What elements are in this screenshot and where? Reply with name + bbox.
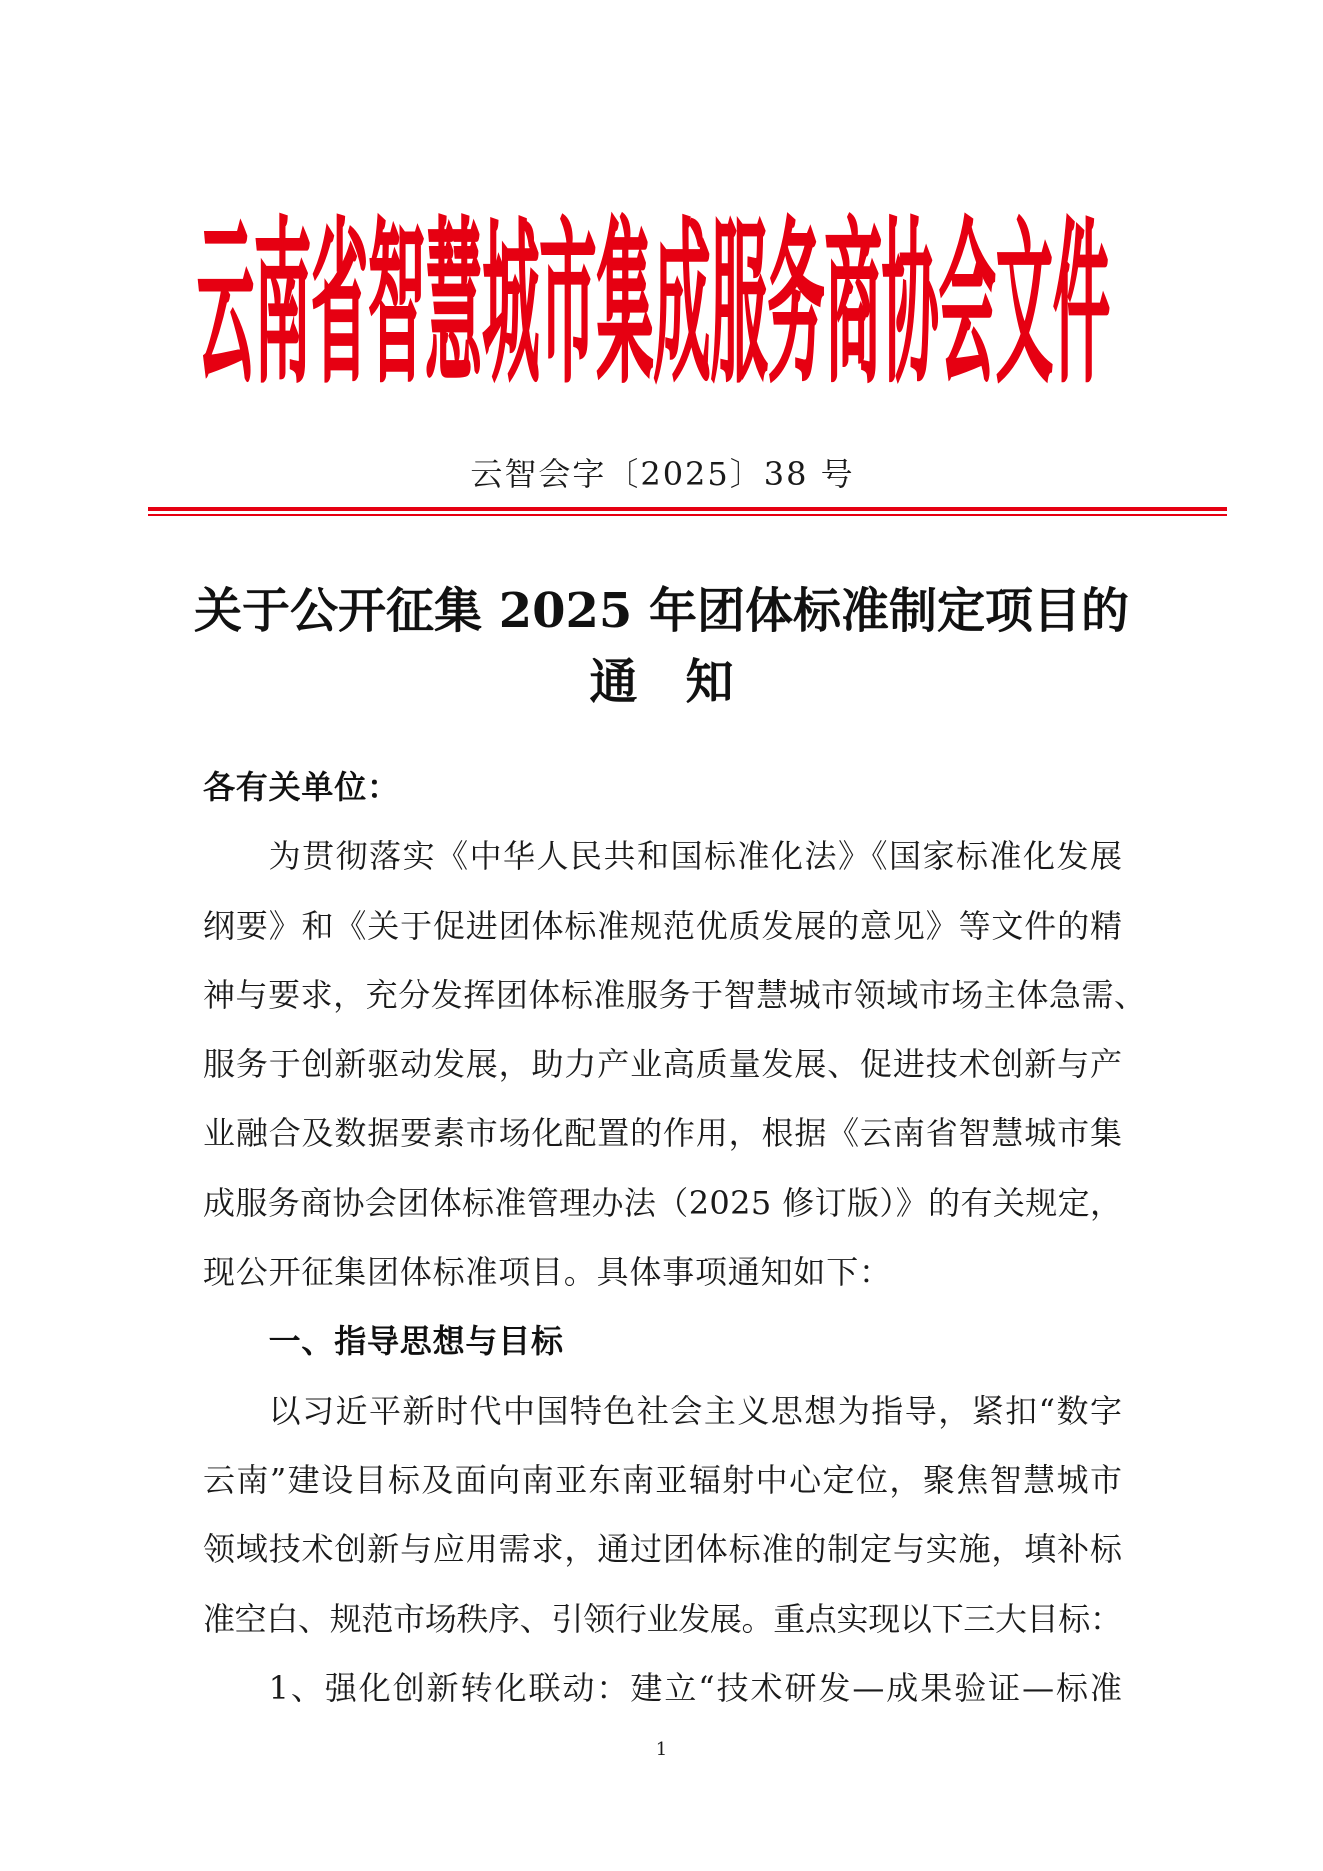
notice-title-line-2: 通 知 xyxy=(589,654,734,710)
line-text: 服务于创新驱动发展，助力产业高质量发展、促进技术创新与产 xyxy=(203,1045,1123,1084)
document-number: 云智会字〔2025〕38 号 xyxy=(470,455,855,493)
intro-paragraph-line xyxy=(203,1099,1122,1168)
red-separator-thick xyxy=(148,507,1227,511)
line-text: 为贯彻落实《中华人民共和国标准化法》《国家标准化发展 xyxy=(268,837,1124,876)
section-heading-text: 一、指导思想与目标 xyxy=(268,1322,564,1361)
section-paragraph-line xyxy=(203,1515,1122,1584)
salutation-text: 各有关单位： xyxy=(203,768,400,806)
document-body xyxy=(203,753,1147,1723)
intro-paragraph-line xyxy=(203,1169,1122,1238)
issuing-org-red-header: 云南省智慧城市集成服务商协会文件 xyxy=(197,207,1110,403)
red-separator-thin xyxy=(148,514,1227,516)
line-text: 现公开征集团体标准项目。具体事项通知如下： xyxy=(203,1253,892,1292)
section-paragraph-line xyxy=(203,1377,1122,1446)
salutation xyxy=(203,753,1122,822)
notice-title-line-1: 关于公开征集 2025 年团体标准制定项目的 xyxy=(193,583,1130,639)
line-text: 准空白、规范市场秩序、引领行业发展。重点实现以下三大目标： xyxy=(203,1599,1122,1638)
intro-paragraph-line xyxy=(203,892,1122,961)
intro-paragraph-line xyxy=(203,961,1147,1030)
intro-paragraph-line xyxy=(203,822,1122,891)
line-text: 纲要》和《关于促进团体标准规范优质发展的意见》等文件的精 xyxy=(203,906,1123,945)
list-item xyxy=(203,1654,1122,1723)
line-text: 以习近平新时代中国特色社会主义思想为指导，紧扣“数字 xyxy=(268,1391,1124,1430)
line-text: 神与要求，充分发挥团体标准服务于智慧城市领域市场主体急需、 xyxy=(203,975,1147,1014)
line-text: 业融合及数据要素市场化配置的作用，根据《云南省智慧城市集 xyxy=(203,1114,1123,1153)
line-text: 成服务商协会团体标准管理办法（2025 修订版）》的有关规定， xyxy=(203,1183,1123,1222)
section-paragraph-line xyxy=(203,1446,1122,1515)
intro-paragraph-line xyxy=(203,1030,1122,1099)
line-text: 云南”建设目标及面向南亚东南亚辐射中心定位，聚焦智慧城市 xyxy=(203,1460,1124,1499)
section-paragraph-line xyxy=(203,1585,1122,1654)
intro-paragraph-line xyxy=(203,1238,1122,1307)
page-number: 1 xyxy=(655,1739,668,1760)
section-heading xyxy=(203,1307,1122,1376)
line-text: 领域技术创新与应用需求，通过团体标准的制定与实施，填补标 xyxy=(203,1530,1123,1569)
list-item-text: 1、强化创新转化联动：建立“技术研发—成果验证—标准 xyxy=(268,1668,1124,1707)
